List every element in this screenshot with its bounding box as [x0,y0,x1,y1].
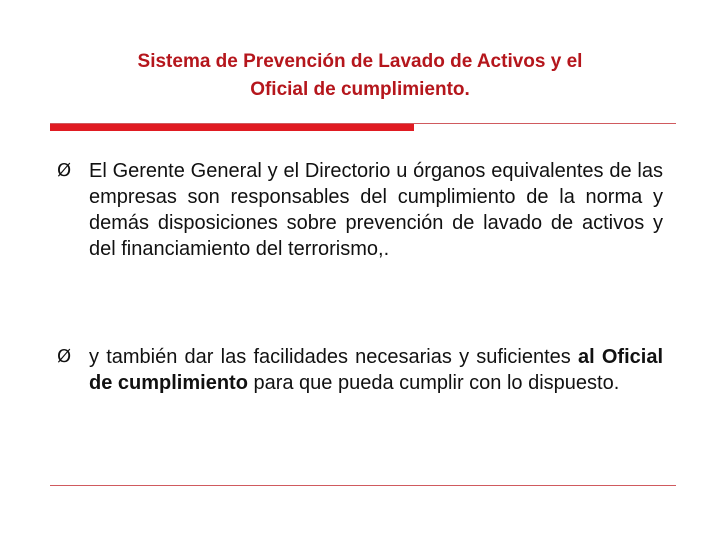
title-line-1: Sistema de Prevención de Lavado de Activos y el [137,51,583,72]
bullet-item-2 [57,344,663,396]
title-line-2: Oficial de cumplimiento. [250,79,470,100]
arrow-bullet-icon: Ø [57,346,72,367]
slide-title [40,48,680,104]
bullet-text-1: El Gerente General y el Directorio u órganos equivalentes de las empresas son responsables del cumplimiento de la norma y demás disposiciones sobre prevención de lavado de activos y del financiamiento del terrorismo,. [89,160,663,260]
bullet-text-2-bold-1: al Oficial [577,346,664,368]
title-divider-accent [50,124,414,131]
arrow-bullet-icon: Ø [57,160,72,181]
bullet-item-1 [57,158,663,262]
bullet-text-2-bold-2: de cumplimiento [89,372,248,394]
footer-divider [50,485,676,486]
bullet-text-2 [89,344,663,396]
bullet-text-2-part-1: y también dar las facilidades necesarias y suficientes [89,346,578,368]
bullet-text-2-part-2: para que pueda cumplir con lo dispuesto. [247,372,620,394]
